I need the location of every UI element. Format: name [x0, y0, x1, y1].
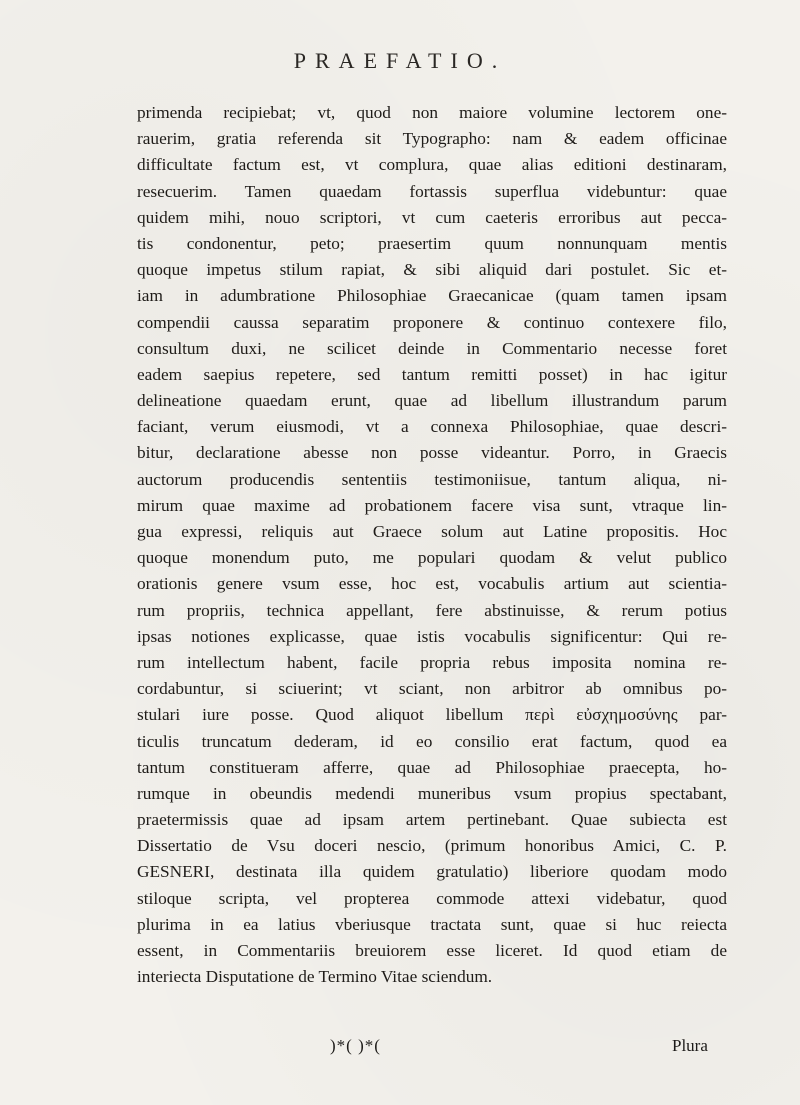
text-line-5: quidem mihi, nouo scriptori, vt cum caeteris erroribus aut pecca-: [137, 207, 727, 227]
text-line-9: compendii caussa separatim proponere & continuo contexere filo,: [137, 312, 727, 332]
text-line-18: quoque monendum puto, me populari quodam & velut publico: [137, 548, 727, 568]
text-line-6: tis condonentur, peto; praesertim quum nonnunquam mentis: [137, 233, 727, 253]
text-line-17: gua expressi, reliquis aut Graece solum aut Latine propositis. Hoc: [137, 522, 727, 541]
text-line-28: praetermissis quae ad ipsam artem pertinebant. Quae subiecta est: [137, 810, 727, 830]
text-line-27: rumque in obeundis medendi muneribus vsum propius spectabant,: [137, 783, 727, 803]
text-line-30: GESNERI, destinata illa quidem gratulatio) liberiore quodam modo: [137, 862, 727, 882]
text-line-32: plurima in ea latius vberiusque tractata sunt, quae si huc reiecta: [137, 914, 727, 934]
text-line-1: primenda recipiebat; vt, quod non maiore volumine lectorem one-: [137, 103, 727, 122]
text-line-20: rum propriis, technica appellant, fere abstinuisse, & rerum potius: [137, 600, 727, 620]
text-line-14: bitur, declaratione abesse non posse videantur. Porro, in Graecis: [137, 443, 727, 463]
text-line-16: mirum quae maxime ad probationem facere visa sunt, vtraque lin-: [137, 495, 727, 515]
page-footer: [0, 1036, 800, 1066]
running-title: PRAEFATIO.: [293, 48, 507, 73]
text-line-10: consultum duxi, ne scilicet deinde in Commentario necesse foret: [137, 338, 727, 358]
text-line-23: cordabuntur, si sciuerint; vt sciant, non arbitror ab omnibus po-: [137, 679, 727, 699]
text-line-2: rauerim, gratia referenda sit Typographo: nam & eadem officinae: [137, 129, 727, 149]
text-line-22: rum intellectum habent, facile propria rebus imposita nomina re-: [137, 652, 727, 672]
text-line-26: tantum constitueram afferre, quae ad Philosophiae praecepta, ho-: [137, 757, 727, 777]
text-line-4: resecuerim. Tamen quaedam fortassis superflua videbuntur: quae: [137, 181, 727, 201]
catchword: Plura: [672, 1036, 708, 1055]
text-line-12: delineatione quaedam erunt, quae ad libellum illustrandum parum: [137, 391, 727, 411]
text-line-13: faciant, verum eiusmodi, vt a connexa Philosophiae, quae descri-: [137, 417, 727, 437]
text-line-31: stiloque scripta, vel propterea commode attexi videbatur, quod: [137, 888, 727, 908]
text-line-24: stulari iure posse. Quod aliquot libellum περὶ εὐσχημοσύνης par-: [137, 705, 727, 725]
signature-mark: )*( )*(: [330, 1036, 381, 1055]
text-line-29: Dissertatio de Vsu doceri nescio, (primum honoribus Amici, C. P.: [137, 836, 727, 856]
text-line-15: auctorum producendis sententiis testimoniisue, tantum aliqua, ni-: [137, 469, 727, 489]
text-line-8: iam in adumbratione Philosophiae Graecanicae (quam tamen ipsam: [137, 286, 727, 306]
text-line-3: difficultate factum est, vt complura, quae alias editioni destinaram,: [137, 155, 727, 175]
text-line-7: quoque impetus stilum rapiat, & sibi aliquid dari postulet. Sic et-: [137, 260, 727, 280]
preface-body: [137, 100, 727, 990]
text-line-19: orationis genere vsum esse, hoc est, vocabulis artium aut scientia-: [137, 574, 727, 594]
text-line-34: interiecta Disputatione de Termino Vitae sciendum.: [137, 967, 493, 987]
text-line-11: eadem saepius repetere, sed tantum remitti posset) in hac igitur: [137, 364, 727, 384]
text-line-21: ipsas notiones explicasse, quae istis vocabulis significentur: Qui re-: [137, 626, 727, 646]
text-line-25: ticulis truncatum dederam, id eo consilio erat factum, quod ea: [137, 731, 727, 751]
text-line-33: essent, in Commentariis breuiorem esse liceret. Id quod etiam de: [137, 941, 727, 960]
